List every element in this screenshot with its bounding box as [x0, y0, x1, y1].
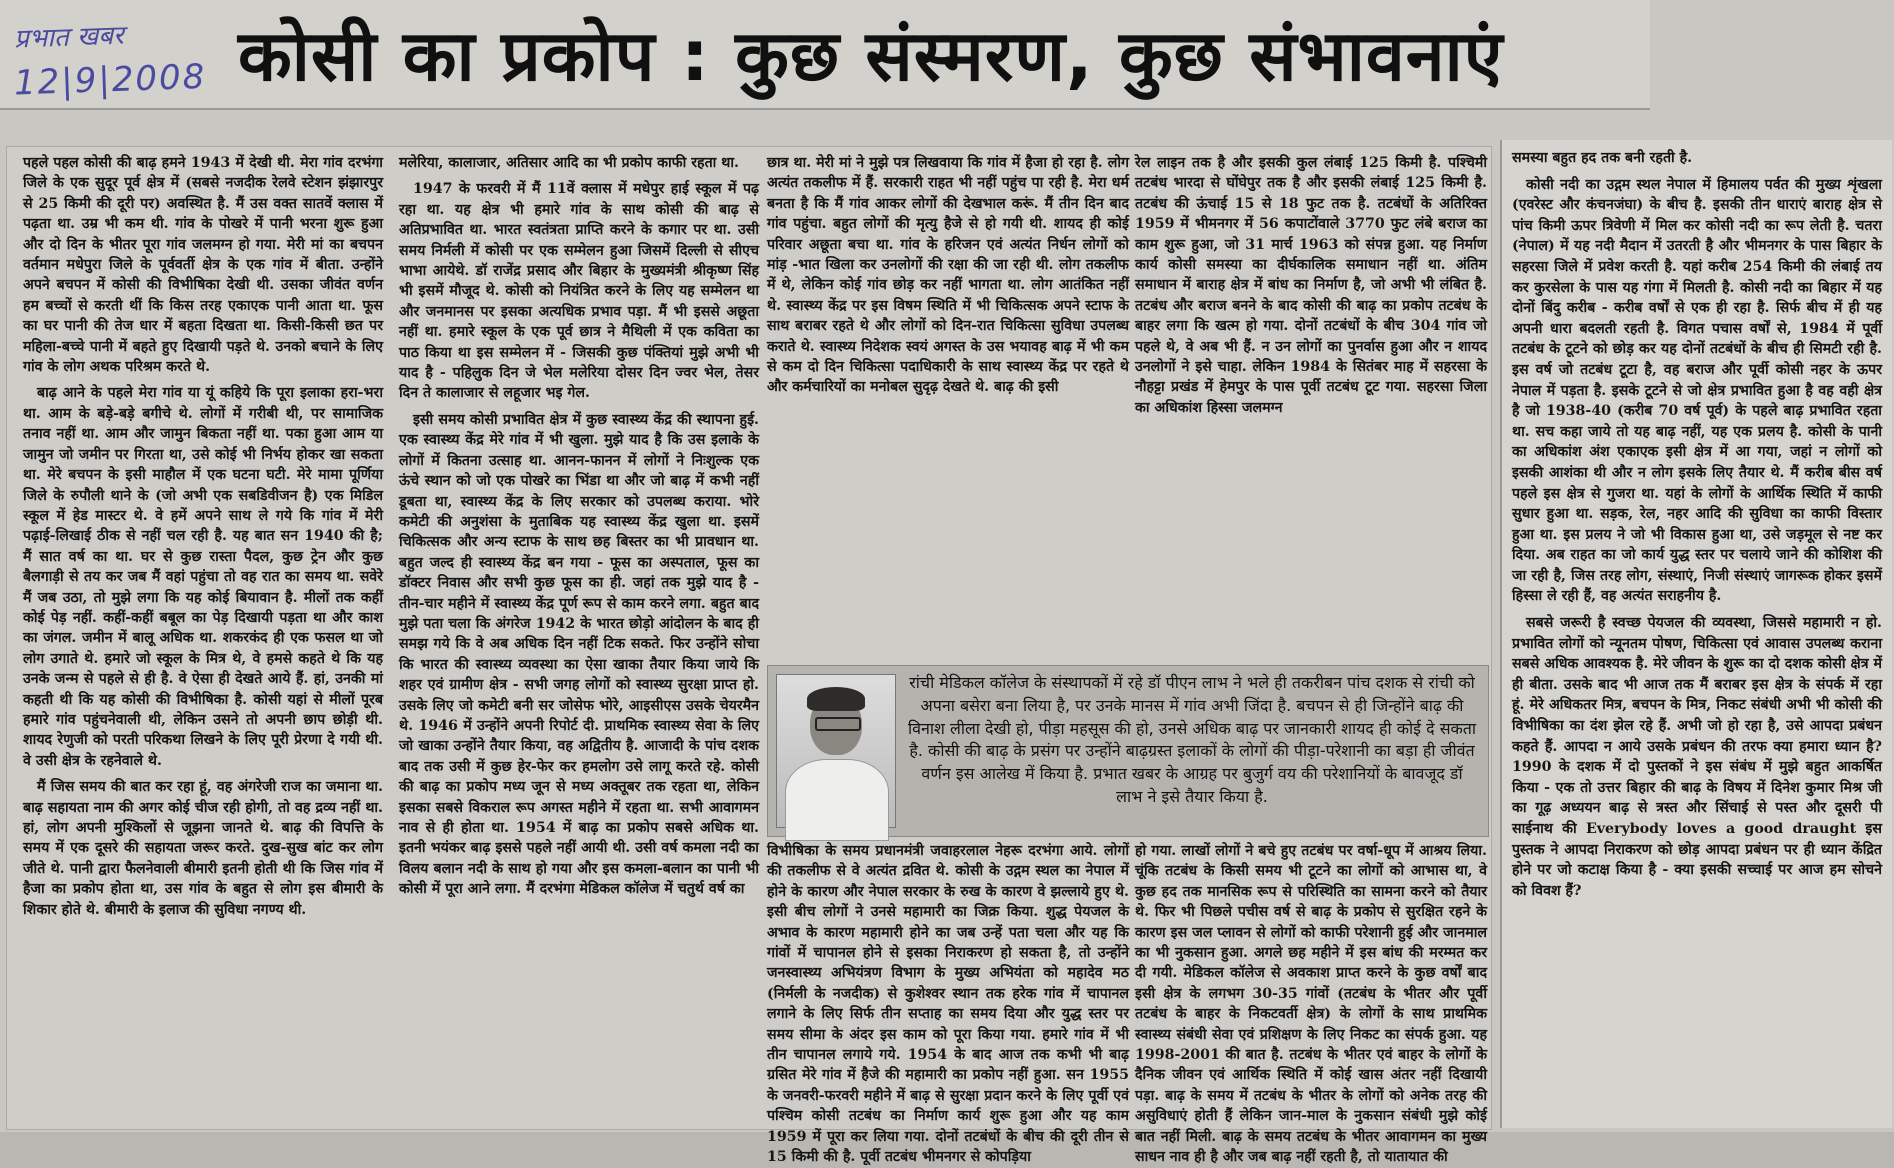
author-intro-text: रांची मेडिकल कॉलेज के संस्थापकों में रहे डॉ पीएन लाभ ने भले ही तकरीबन पांच दशक से रांची को अपना बसेरा बना लिया है, पर उनके मानस में गांव अभी जिंदा है. बचपन से ही जिन्होंने बाढ़ की विनाश लीला देखी हो, पीड़ा महसूस की हो, उनसे अधिक बाढ़ पर जानकारी शायद ही कोई दे सकता है. कोसी की बाढ़ के प्रसंग पर उन्होंने बाढ़ग्रस्त इलाकों के लोगों की पीड़ा-परेशानी का बड़ा ही जीवंत वर्णन इस आलेख में किया है. प्रभात खबर के आग्रह पर बुजुर्ग वय की परेशानियों के बावजूद डॉ लाभ ने इसे तैयार किया है. — [907, 673, 1477, 806]
paragraph: पहले पहल कोसी की बाढ़ हमने 1943 में देखी थी. मेरा गांव दरभंगा जिले के एक सुदूर पूर्व क्षेत्र में (सबसे नजदीक रेलवे स्टेशन झंझारपुर से 25 किमी की दूरी पर) अवस्थित है. मैं उस वक्त सातवें क्लास में पढ़ता था. उम्र भी कम थी. गांव के पोखरे में पानी भरना शुरू हुआ और दो दिन के भीतर पूरा गांव जलमग्न हो गया. मेरी मां का बचपन वर्तमान मधेपुरा जिले के पूर्ववर्ती क्षेत्र के एक गांव में बीता. उन्होंने अपने बचपन में कोसी की विभीषिका देखी थी. उसका जीवंत वर्णन हम बच्चों से करती थीं कि किस तरह एकाएक पानी आता था. फूस का घर पानी की तेज धार में बहता दिखता था. किसी-किसी छत पर महिला-बच्चे पानी में बहते हुए दिखायी पड़ते थे. उनको बचाने के लिए गांव के लोग अथक परिश्रम करते थे. — [23, 155, 383, 376]
paragraph: कोसी नदी का उद्गम स्थल नेपाल में हिमालय पर्वत की मुख्य शृंखला (एवरेस्ट और कंचनजंघा) के बीच है. इसकी तीन धाराएं बाराह क्षेत्र से पांच किमी ऊपर त्रिवेणी में मिल कर कोसी नदी का रूप लेती है. चतरा (नेपाल) में यह नदी मैदान में उतरती है और भीमनगर के पास बिहार के सहरसा जिले में प्रवेश करती है. यहां करीब 254 किमी की लंबाई तय कर कुरसेला के पास यह गंगा में मिलती है. कोसी नदी का बिहार में यह दोनों बिंदु करीब - करीब वर्षों से एक ही रहा है. सिर्फ बीच में ही यह अपनी धारा बदलती रहती है. विगत पचास वर्षों से, 1984 में पूर्वी तटबंध के टूटने को छोड़ कर यह दोनों तटबंधों के बीच ही सिमटी रही है. इस वर्ष जो तटबंध टूटा है, वह बराज और पूर्वी कोसी नहर के ऊपर नेपाल में पड़ता है. इसके टूटने से जो क्षेत्र प्रभावित हुआ है वह वही क्षेत्र है जो 1938-40 (करीब 70 वर्ष पूर्व) के पहले बाढ़ प्रभावित रहता था. सच कहा जाये तो यह बाढ़ नहीं, यह एक प्रलय है. कोसी के पानी का अधिकांश अंश एकाएक इसी क्षेत्र में आ गया, जहां न लोगों को इसकी आशंका थी और न लोग इसके लिए तैयार थे. मैं करीब बीस वर्ष पहले इस क्षेत्र से गुजरा था. यहां के लोगों के आर्थिक स्थिति में काफी सुधार हुआ था. सड़क, रेल, नहर आदि की सुविधा का काफी विस्तार हुआ था. इस प्रलय ने जो भी विकास हुआ था, उसे जड़मूल से नष्ट कर दिया. अब राहत का जो कार्य युद्ध स्तर पर चलाये जाने की कोशिश की जा रही है, जिस तरह लोग, संस्थाएं, निजी संस्थाएं जागरूक होकर इसमें हिस्सा ले रही हैं, वह अत्यंत सराहनीय है. — [1512, 176, 1882, 605]
author-photo — [776, 674, 896, 828]
handwritten-date: 12|9|2008 — [13, 56, 207, 104]
author-intro-box — [767, 665, 1489, 837]
masthead-strip — [0, 0, 1650, 110]
article-body — [6, 146, 1492, 1166]
paragraph: रेल लाइन तक है और इसकी कुल लंबाई 125 किमी है. पश्चिमी तटबंध भारदा से घोंघेपुर तक है और इसकी लंबाई 125 किमी है. तटबंध की ऊंचाई 15 से 18 फुट तक है. तटबंधों के अतिरिक्त 1959 में भीमनगर में 56 कपाटोंवाले 3770 फुट लंबे बराज का काम शुरू हुआ, जो 31 मार्च 1963 को संपन्न हुआ. यह निर्माण कार्य कोसी समस्या का दीर्घकालिक समाधान नहीं था. अंतिम समाधान में बाराह क्षेत्र में बांध का निर्माण है, जो अभी भी लंबित है. तटबंध और बराज बनने के बाद कोसी की बाढ़ का प्रकोप तटबंध के बाहर लगा कि खत्म हो गया. दोनों तटबंधों के बीच 304 गांव जो पहले थे, वे अब भी हैं. न उन लोगों का पुनर्वास हुआ और न शायद उनलोगों ने इसे चाहा. लेकिन 1984 के सितंबर माह में सहरसा के नौहट्टा प्रखंड में हेमपुर के पास पूर्वी तटबंध टूट गया. सहरसा जिला का अधिकांश हिस्सा जलमग्न — [1135, 155, 1487, 416]
paragraph: 1947 के फरवरी में मैं 11वें क्लास में मधेपुर हाई स्कूल में पढ़ रहा था. यह क्षेत्र भी हमारे गांव के साथ कोसी की बाढ़ से अतिप्रभावित था. भारत स्वतंत्रता प्राप्ति करने के कगार पर था. उसी समय निर्मली में कोसी पर एक सम्मेलन हुआ जिसमें दिल्ली से सीएच भाभा आयेथे. डॉ राजेंद्र प्रसाद और बिहार के मुख्यमंत्री श्रीकृष्ण सिंह भी इसमें मौजूद थे. कोसी को नियंत्रित करने के लिए यह सम्मेलन था और जनमानस पर इसका अत्यधिक प्रभाव पड़ा. मैं भी इससे अछूता नहीं था. हमारे स्कूल के एक पूर्व छात्र ने मैथिली में एक कविता का पाठ किया था इस सम्मेलन में - जिसकी कुछ पंक्तियां मुझे अभी भी याद है - पहिलुक दिन जे भेल मलेरिया दोसर दिन ज्वर भेल, तेसर दिन ते कालाजार से लहूजार भइ गेल. — [399, 181, 759, 402]
article-column-2 — [399, 153, 759, 1119]
paragraph: इसी समय कोसी प्रभावित क्षेत्र में कुछ स्वास्थ्य केंद्र की स्थापना हुई. एक स्वास्थ्य केंद्र मेरे गांव में भी खुला. मुझे याद है कि उस इलाके के लोगों में कितना उत्साह था. आनन-फानन में लोगों ने निःशुल्क एक ऊंचे स्थान को जो एक पोखरे का भिंडा था और जो बाढ़ में कभी नहीं डूबता था, स्वास्थ्य केंद्र के लिए सरकार को उपलब्ध कराया. भोरे कमेटी की अनुशंसा के मुताबिक यह स्वास्थ्य केंद्र खुला था. इसमें चिकित्सक और अन्य स्टाफ के साथ छह बिस्तर का भी प्रावधान था. बहुत जल्द ही स्वास्थ्य केंद्र बन गया - फूस का अस्पताल, फूस का डॉक्टर निवास और सभी कुछ फूस का ही. जहां तक मुझे याद है - तीन-चार महीने में स्वास्थ्य केंद्र पूर्ण रूप से काम करने लगा. बहुत बाद मुझे पता चला कि अंगरेज 1942 के भारत छोड़ो आंदोलन के बाद ही समझ गये कि वे अब अधिक दिन नहीं टिक सकते. फिर उन्होंने सोचा कि भारत की स्वास्थ्य व्यवस्था का ऐसा खाका तैयार किया जाये कि शहर एवं ग्रामीण क्षेत्र - सभी जगह लोगों को स्वास्थ्य सुरक्षा प्राप्त हो. उसके लिए जो कमेटी बनी सर जोसेफ भोरे, आइसीएस उसके चेयरमैन थे. 1946 में उन्होंने अपनी रिपोर्ट दी. प्राथमिक स्वास्थ्य सेवा के लिए जो खाका उन्होंने तैयार किया, वह अद्वितीय है. आजादी के पांच दशक बाद तक उसी में कुछ हेर-फेर कर हमलोग उसे लागू करते रहे. कोसी की बाढ़ का प्रकोप मध्य जून से मध्य अक्तूबर तक रहता था, लेकिन इसका सबसे विकराल रूप अगस्त महीने में रहता था. सभी आवागमन नाव से ही होता था. 1954 में बाढ़ का प्रकोप सबसे अधिक था. इतनी भयंकर बाढ़ इससे पहले नहीं आयी थी. उसी वर्ष कमला नदी का विलय बलान नदी के साथ हो गया और इस कमला-बलान का पानी भी कोसी में पूरा आने लगा. मैं दरभंगा मेडिकल कॉलेज में चतुर्थ वर्ष का — [399, 411, 759, 898]
paragraph: हो गया. लाखों लोगों ने बचे हुए तटबंध पर वर्षा-धूप में आश्रय लिया. चूंकि तटबंध के किसी समय भी टूटने का लोगों को आभास था, वे कुछ हद तक मानसिक रूप से परिस्थिति का सामना करने को तैयार थे. फिर भी पिछले पचीस वर्ष से बाढ़ के प्रकोप से सुरक्षित रहने के कारण इस जल प्लावन से लोगों को काफी परेशानी हुई और जानमाल का भी नुकसान हुआ. अगले छह महीने में इस बांध की मरम्मत कर दी गयी. मेडिकल कॉलेज से अवकाश प्राप्त करने के कुछ वर्षों बाद इसी क्षेत्र के लगभग 30-35 गांवों (तटबंध के भीतर और पूर्वी तटबंध के बाहर के निकटवर्ती क्षेत्र) के लोगों के साथ प्राथमिक स्वास्थ्य संबंधी सेवा एवं प्रशिक्षण के लिए निकट का संपर्क हुआ. यह 1998-2001 की बात है. तटबंध के भीतर एवं बाहर के लोगों के दैनिक जीवन एवं आर्थिक स्थिति में कोई खास अंतर नहीं दिखायी पड़ा. बाढ़ के समय में तटबंध के भीतर के लोगों को अनेक तरह की असुविधाएं होती हैं लेकिन जान-माल के नुकसान संबंधी मुझे कोई बात नहीं मिली. बाढ़ के समय तटबंध के भीतर आवागमन का मुख्य साधन नाव ही है और जब बाढ़ नहीं रहती है, तो यातायात की — [1135, 843, 1487, 1166]
paragraph: बाढ़ आने के पहले मेरा गांव या यूं कहिये कि पूरा इलाका हरा-भरा था. आम के बड़े-बड़े बगीचे थे. लोगों में गरीबी थी, पर सामाजिक तनाव नहीं था. आम और जामुन बिकता नहीं था. पका हुआ आम या जामुन जो जमीन पर गिरता था, उसे कोई भी निर्भय होकर खा सकता था. मेरे बचपन के इसी माहौल में एक घटना घटी. मेरे मामा पूर्णिया जिले के रुपौली थाने के (जो अभी एक सबडिवीजन है) एक मिडिल स्कूल में हेड मास्टर थे. वे हमें अपने साथ ले गये कि गांव में मेरी पढ़ाई-लिखाई ठीक से नहीं चल रही है. यह बात सन 1940 की है; मैं सात वर्ष का था. घर से कुछ रास्ता पैदल, कुछ ट्रेन और कुछ बैलगाड़ी से तय कर जब मैं वहां पहुंचा तो वह रात का समय था. सवेरे मैं जब उठा, तो मुझे लगा कि यह कोई बियावान है. मीलों तक कहीं कोई पेड़ नहीं. कहीं-कहीं बबूल का पेड़ दिखायी पड़ता था और काश का जंगल. जमीन में बालू अधिक था. शकरकंद ही एक फसल था जो लोग उगाते थे. हमारे जो स्कूल के मित्र थे, वे हमसे कहते थे कि यह उनके जन्म से पहले से ही है. वे ऐसा ही देखते आये हैं. हां, उनकी मां कहती थी कि यह कोसी की विभीषिका है. कोसी यहां से मीलों पूरब हमारे गांव पहुंचनेवाली थी, लेकिन उसने तो अपनी छाप छोड़ी थी. शायद रेणुजी को परती परिकथा लिखने के लिए पूरी प्रेरणा दे गयी थी. वे उसी क्षेत्र के रहनेवाले थे. — [23, 385, 383, 769]
article-column-1 — [23, 153, 383, 1119]
article-column-3-top — [767, 153, 1129, 653]
paragraph: छात्र था. मेरी मां ने मुझे पत्र लिखवाया कि गांव में हैजा हो रहा है. लोग अत्यंत तकलीफ में हैं. सरकारी राहत भी नहीं पहुंच पा रही है. मेरा धर्म बनता है कि मैं गांव आकर लोगों की देखभाल करूं. मैं तीन दिन बाद गांव पहुंचा. बहुत लोगों की मृत्यु हैजे से हो गयी थी. शायद ही कोई परिवार अछूता बचा था. गांव के हरिजन एवं अत्यंत निर्धन लोगों को मांड़ -भात खिला कर उनलोगों की रक्षा की जा रही थी. लोग तकलीफ में थे, लेकिन कोई गांव छोड़ कर नहीं भागता था. लोग आतंकित नहीं थे. स्वास्थ्य केंद्र पर इस विषम स्थिति में भी चिकित्सक अपने स्टाफ के साथ बराबर रहते थे और लोगों को दिन-रात चिकित्सा सुविधा उपलब्ध कराते थे. स्वास्थ्य निदेशक स्वयं अगस्त के उस भयावह बाढ़ में भी कम से कम दो दिन चिकित्सा पदाधिकारी के साथ स्वास्थ्य केंद्र पर रहते थे और कर्मचारियों का मनोबल सुदृढ़ देखते थे. बाढ़ की इसी — [767, 155, 1129, 396]
paragraph: समस्या बहुत हद तक बनी रहती है. — [1512, 150, 1693, 166]
handwritten-source: प्रभात खबर — [13, 20, 125, 55]
article-column-4-bottom — [1135, 841, 1487, 1166]
paragraph: मलेरिया, कालाजार, अतिसार आदि का भी प्रकोप काफी रहता था. — [399, 155, 739, 171]
handwritten-annotation — [13, 16, 214, 104]
article-column-4-top — [1135, 153, 1487, 653]
paragraph: सबसे जरूरी है स्वच्छ पेयजल की व्यवस्था, जिससे महामारी न हो. प्रभावित लोगों को न्यूनतम पोषण, चिकित्सा एवं आवास उपलब्ध कराना सबसे अधिक आवश्यक है. मेरे जीवन के शुरू का दो दशक कोसी क्षेत्र में ही बीता. उसके बाद भी आज तक मैं बराबर इस क्षेत्र के संपर्क में रहा हूं. मेरे अधिकतर मित्र, बचपन के मित्र, निकट संबंधी अभी भी कोसी की विभीषिका का दंश झेल रहे हैं. अभी जो हो रहा है, उसे आपदा प्रबंधन कहते हैं. आपदा न आये उसके प्रबंधन की तरफ क्या हमारा ध्यान है? 1990 के दशक में दो पुस्तकों ने इस संबंध में मुझे बहुत आकर्षित किया - एक तो उत्तर बिहार की बाढ़ के विषय में दिनेश कुमार मिश्र जी का गूढ़ अध्ययन बाढ़ से त्रस्त और सिंचाई से पस्त और दूसरी पी साईनाथ की Everybody loves a good draught इस पुस्तक ने आपदा निराकरण को छोड़ आपदा प्रबंधन पर ही ध्यान केंद्रित होने पर जो कटाक्ष किया है - क्या इसकी सच्चाई पर आज हम सोचने को विवश हैं? — [1512, 615, 1882, 899]
article-column-3-bottom — [767, 841, 1129, 1166]
continuation-column — [1500, 140, 1892, 1128]
paragraph: मैं जिस समय की बात कर रहा हूं, वह अंगरेजी राज का जमाना था. बाढ़ सहायता नाम की अगर कोई चीज रही होगी, तो वह द्रव्य नहीं था. हां, लोग अपनी मुश्किलों से जूझना जानते थे. बाढ़ की विपत्ति के समय में एक दूसरे की सहायता जरूर करते. दुख-सुख बांट कर लोग जीते थे. पानी द्वारा फैलनेवाली बीमारी इतनी होती थी कि जिस गांव में हैजा का प्रकोप होता था, उस गांव के बहुत से लोग इस बीमारी के शिकार होते थे. बीमारी के इलाज की सुविधा नगण्य थी. — [23, 779, 383, 918]
paragraph: विभीषिका के समय प्रधानमंत्री जवाहरलाल नेहरू दरभंगा आये. लोगों की तकलीफ से वे अत्यंत द्रवित थे. कोसी के उद्गम स्थल का नेपाल में होने के कारण और नेपाल सरकार के रुख के कारण वे झल्लाये हुए थे. इसी बीच लोगों ने उनसे महामारी का जिक्र किया. शुद्ध पेयजल के अभाव के कारण महामारी होने का जब उन्हें पता चला और यह कि गांवों में चापानल होने से इसका निराकरण हो सकता है, तो उन्होंने जनस्वास्थ्य अभियंत्रण विभाग के मुख्य अभियंता को महादेव मठ (निर्मली के नजदीक) से कुशेश्वर स्थान तक हरेक गांव में चापानल लगाने के लिए सिर्फ तीन सप्ताह का समय दिया और युद्ध स्तर पर समय सीमा के अंदर इस काम को पूरा किया गया. हमारे गांव में भी तीन चापानल लगाये गये. 1954 के बाद आज तक कभी भी बाढ़ ग्रसित मेरे गांव में हैजे की महामारी का प्रकोप नहीं हुआ. सन 1955 के जनवरी-फरवरी महीने में बाढ़ से सुरक्षा प्रदान करने के लिए पूर्वी एवं पश्चिम कोसी तटबंध का निर्माण कार्य शुरू हुआ और यह काम 1959 में पूरा कर लिया गया. दोनों तटबंधों के बीच की दूरी तीन से 15 किमी की है. पूर्वी तटबंध भीमनगर से कोपड़िया — [767, 843, 1129, 1166]
headline: कोसी का प्रकोप : कुछ संस्मरण, कुछ संभावनाएं — [238, 15, 1504, 97]
